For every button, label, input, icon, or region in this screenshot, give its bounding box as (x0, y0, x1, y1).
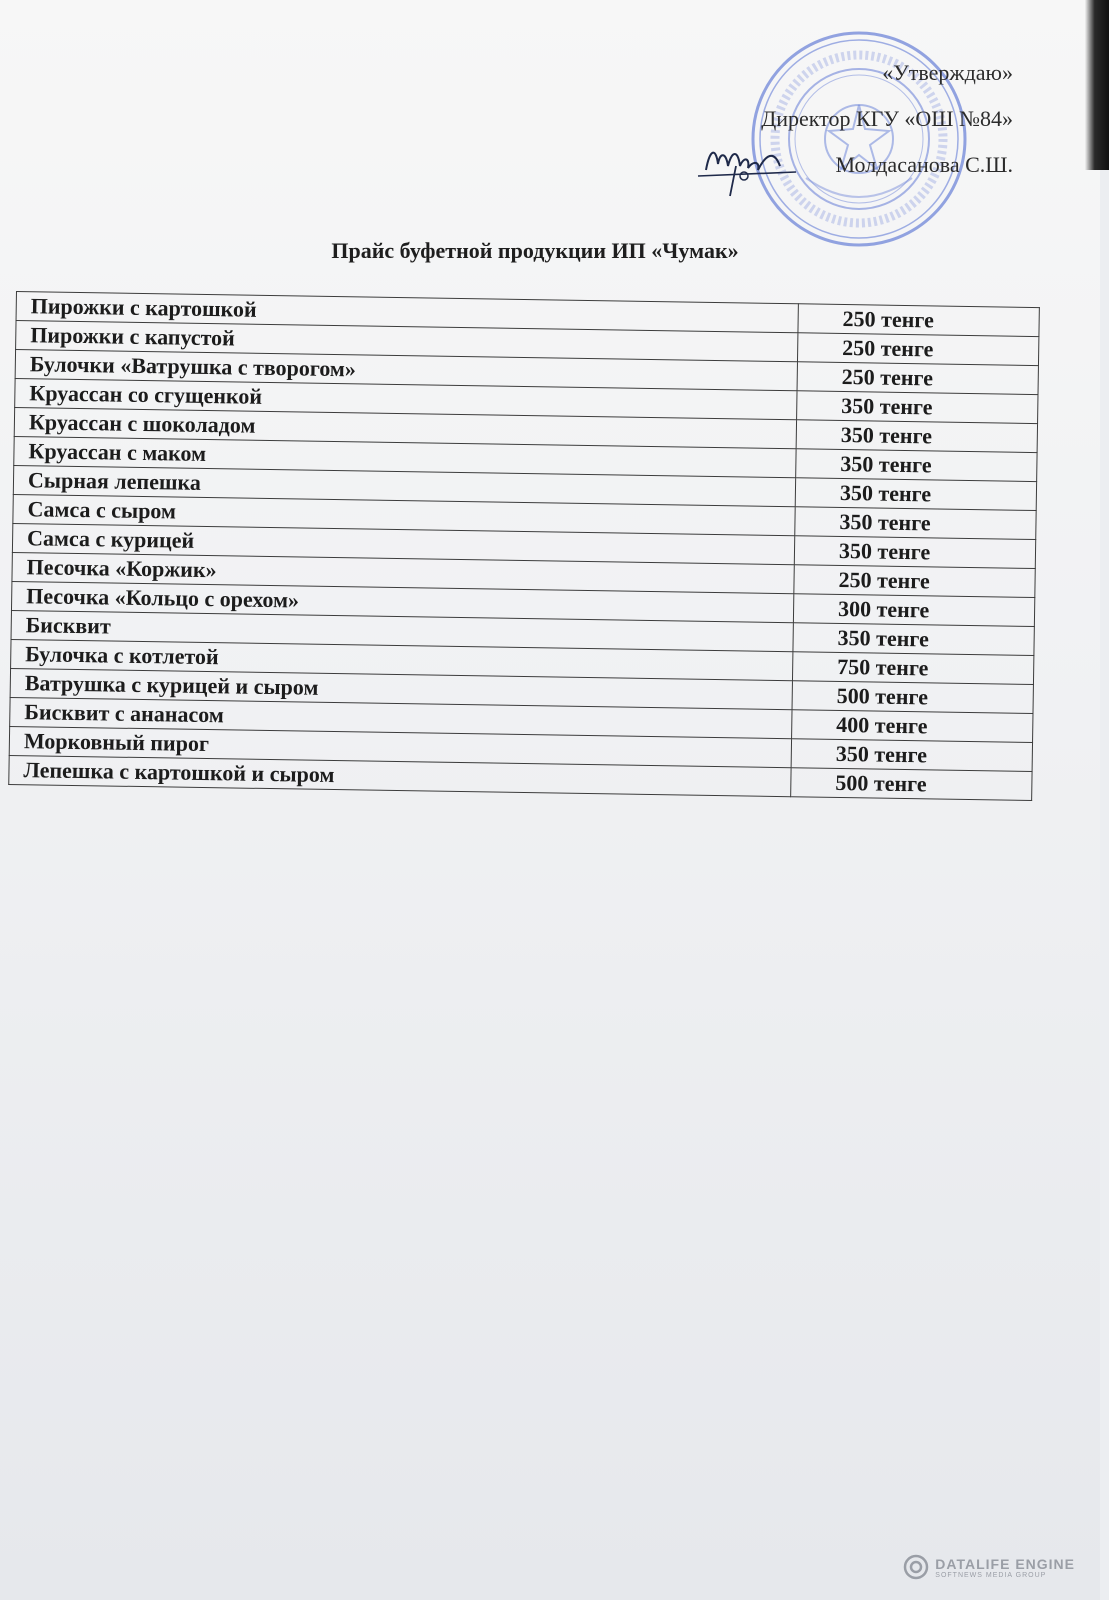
product-name: Пирожки с картошкой (16, 292, 798, 333)
product-name: Бисквит с ананасом (10, 697, 792, 738)
product-price: 350 тенге (791, 739, 1032, 772)
product-name: Булочка с котлетой (11, 639, 793, 680)
approval-name: Молдасанова С.Ш. (835, 152, 1013, 177)
product-price: 350 тенге (797, 391, 1038, 424)
product-name: Лепешка с картошкой и сыром (9, 755, 791, 796)
product-name: Булочки «Ватрушка с творогом» (15, 350, 797, 391)
product-price: 350 тенге (793, 623, 1034, 656)
product-price: 250 тенге (798, 304, 1039, 337)
product-name: Круассан с маком (14, 436, 796, 477)
product-name: Круассан с шоколадом (14, 407, 796, 448)
approval-position: Директор КГУ «ОШ №84» (761, 106, 1013, 131)
product-name: Морковный пирог (9, 726, 791, 767)
product-price: 350 тенге (795, 478, 1036, 511)
product-name: Самса с сыром (13, 494, 795, 535)
watermark (903, 1554, 1075, 1580)
datalife-engine-logo-icon (903, 1554, 929, 1580)
approval-block (761, 50, 1013, 188)
product-name: Самса с курицей (12, 523, 794, 564)
product-price: 250 тенге (794, 565, 1035, 598)
product-price: 500 тенге (792, 681, 1033, 714)
product-price: 350 тенге (794, 536, 1035, 569)
product-name: Песочка «Коржик» (12, 552, 794, 593)
watermark-title: DATALIFE ENGINE (935, 1555, 1075, 1572)
product-price: 350 тенге (796, 420, 1037, 453)
approval-heading: «Утверждаю» (882, 60, 1013, 85)
watermark-subtitle: SOFTNEWS MEDIA GROUP (935, 1571, 1047, 1579)
product-price: 400 тенге (792, 710, 1033, 743)
product-name: Бисквит (11, 610, 793, 651)
product-price: 250 тенге (797, 362, 1038, 395)
document-title: Прайс буфетной продукции ИП «Чумак» (331, 238, 739, 263)
product-name: Сырная лепешка (13, 465, 795, 506)
product-price: 750 тенге (792, 652, 1033, 685)
product-name: Круассан со сгущенкой (15, 378, 797, 419)
product-name: Песочка «Кольцо с орехом» (11, 581, 793, 622)
product-price: 250 тенге (797, 333, 1038, 366)
product-name: Пирожки с капустой (16, 321, 798, 362)
price-table (8, 291, 1040, 801)
page-edge-shadow (1085, 0, 1109, 170)
product-price: 350 тенге (795, 507, 1036, 540)
product-name: Ватрушка с курицей и сыром (10, 668, 792, 709)
product-price: 300 тенге (793, 594, 1034, 627)
product-price: 500 тенге (791, 768, 1032, 801)
product-price: 350 тенге (796, 449, 1037, 482)
